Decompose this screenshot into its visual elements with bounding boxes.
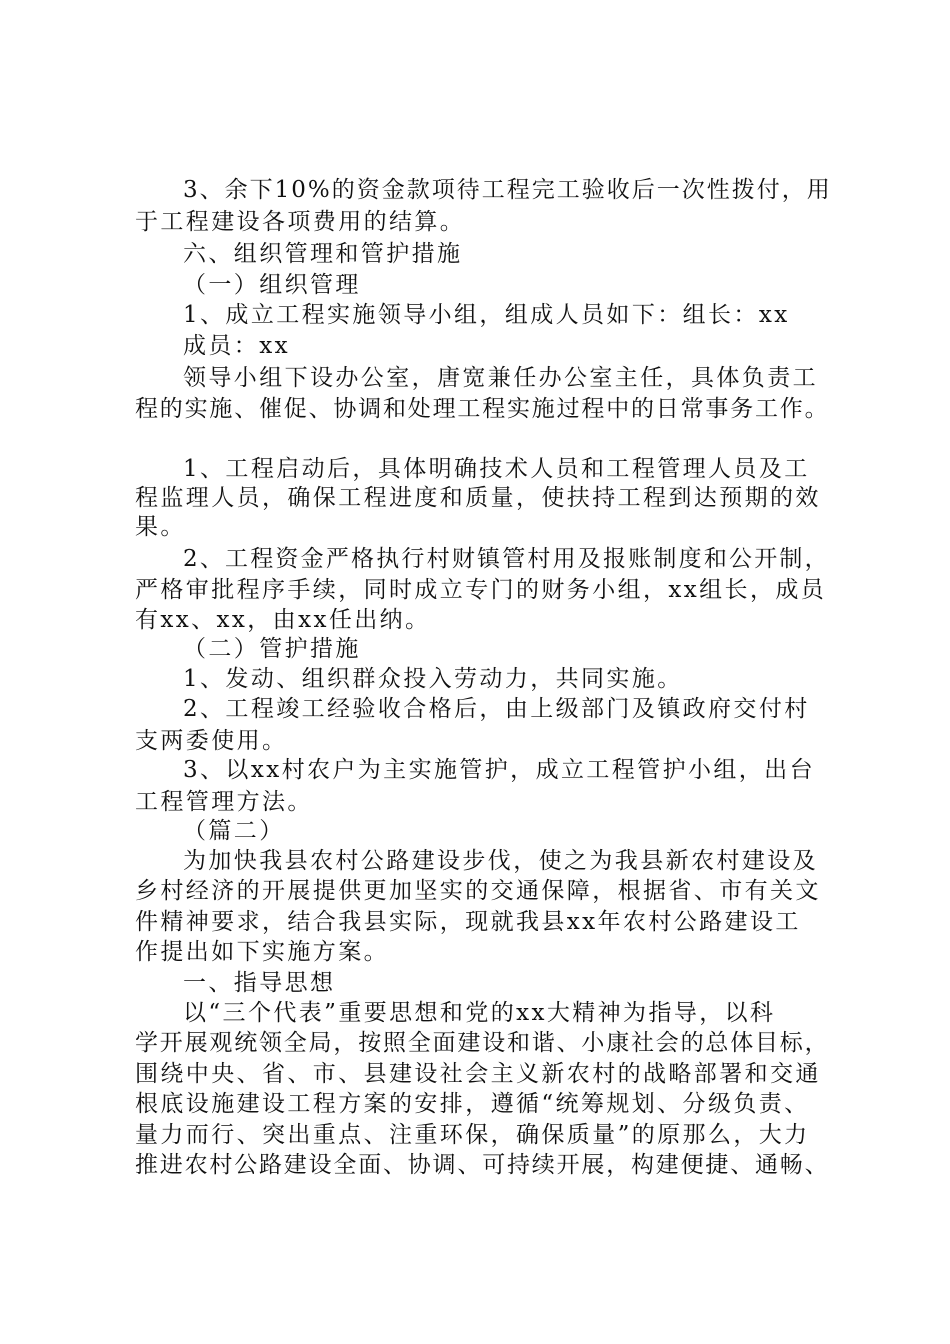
text-line: 乡村经济的开展提供更加坚实的交通保障，根据省、市有关文: [135, 878, 821, 904]
text-line: 于工程建设各项费用的结算。: [135, 209, 466, 235]
text-line: 推进农村公路建设全面、协调、可持续开展，构建便捷、通畅、: [135, 1152, 830, 1178]
text-line: 程监理人员，确保工程进度和质量，使扶持工程到达预期的效: [135, 485, 821, 511]
subsection-heading: （一）组织管理: [183, 272, 361, 298]
text-line: 1、发动、组织群众投入劳动力，共同实施。: [183, 666, 683, 692]
text-line: 2、工程竣工经验收合格后，由上级部门及镇政府交付村: [183, 696, 810, 722]
text-line: 件精神要求，结合我县实际，现就我县xx年农村公路建设工: [135, 909, 801, 935]
section-heading: 六、组织管理和管护措施: [183, 241, 463, 267]
text-line: 1、工程启动后，具体明确技术人员和工程管理人员及工: [183, 456, 810, 482]
text-line: 支两委使用。: [135, 728, 288, 754]
text-line: 以“三个代表”重要思想和党的xx大精神为指导，以科: [183, 1000, 776, 1026]
section-heading: 一、指导思想: [183, 970, 336, 996]
text-line: 作提出如下实施方案。: [135, 939, 389, 965]
text-line: 有xx、xx，由xx任出纳。: [135, 607, 431, 633]
section-heading: （篇二）: [183, 818, 285, 844]
text-line: 严格审批程序手续，同时成立专门的财务小组，xx组长，成员: [135, 577, 827, 603]
subsection-heading: （二）管护措施: [183, 636, 361, 662]
text-line: 学开展观统领全局，按照全面建设和谐、小康社会的总体目标，: [135, 1030, 830, 1056]
text-line: 为加快我县农村公路建设步伐，使之为我县新农村建设及: [183, 848, 818, 874]
text-line: 根底设施建设工程方案的安排，遵循“统筹规划、分级负责、: [135, 1091, 810, 1117]
text-line: 成员：xx: [183, 333, 290, 359]
text-line: 工程管理方法。: [135, 789, 313, 815]
text-line: 量力而行、突出重点、注重环保，确保质量”的原那么，大力: [135, 1122, 810, 1148]
text-line: 3、余下10%的资金款项待工程完工验收后一次性拨付，用: [183, 177, 832, 203]
text-line: 果。: [135, 514, 186, 540]
text-line: 领导小组下设办公室，唐宽兼任办公室主任，具体负责工: [183, 365, 818, 391]
text-line: 围绕中央、省、市、县建设社会主义新农村的战略部署和交通: [135, 1061, 821, 1087]
text-line: 1、成立工程实施领导小组，组成人员如下：组长：xx: [183, 302, 790, 328]
text-line: 程的实施、催促、协调和处理工程实施过程中的日常事务工作。: [135, 396, 830, 422]
text-line: 3、以xx村农户为主实施管护，成立工程管护小组，出台: [183, 757, 815, 783]
text-line: 2、工程资金严格执行村财镇管村用及报账制度和公开制，: [183, 546, 830, 572]
